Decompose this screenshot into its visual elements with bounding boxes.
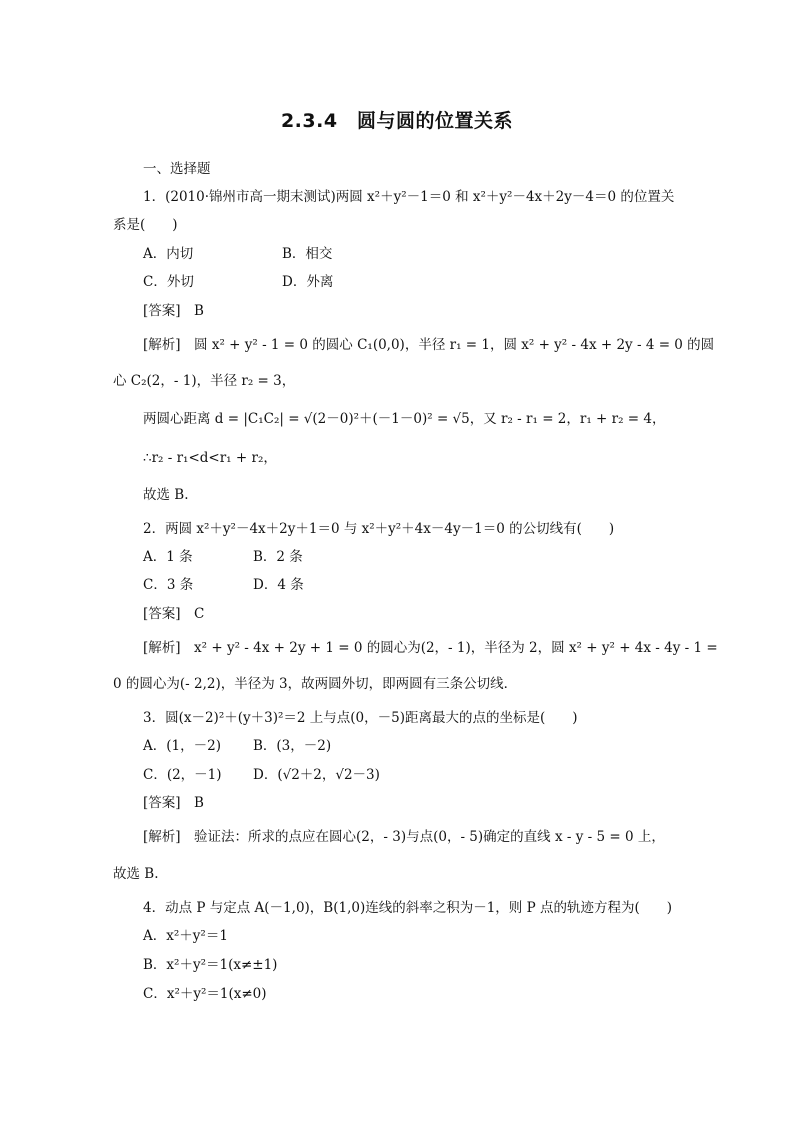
question-2-stem: 2．两圆 x²＋y²－4x＋2y＋1＝0 与 x²＋y²＋4x－4y－1＝0 的公切线有( ) [143,521,615,537]
q1-explanation-4: ∴r₂ - r₁<d<r₁ + r₂， [143,450,277,466]
q1-option-a: A．内切 [143,246,194,262]
q1-explanation-1: [解析] 圆 x² + y² - 1 = 0 的圆心 C₁(0,0)，半径 r₁ = 1，圆 x² + y² - 4x + 2y - 4 = 0 的圆 [143,337,715,353]
q1-answer: [答案] B [143,303,204,319]
q2-option-d: D．4 条 [253,577,304,593]
q4-option-b: B．x²＋y²＝1(x≠±1) [143,957,278,973]
question-3-stem: 3．圆(x－2)²＋(y＋3)²＝2 上与点(0，－5)距离最大的点的坐标是( ) [143,710,578,726]
q1-explanation-3: 两圆心距离 d = |C₁C₂| = √(2－0)²＋(－1－0)² = √5，又 r₂ - r₁ = 2，r₁ + r₂ = 4， [143,411,666,427]
q1-option-d: D．外离 [282,274,334,290]
q4-option-a: A．x²＋y²＝1 [143,928,228,944]
section-heading: 一、选择题 [143,161,211,177]
q4-option-c: C．x²＋y²＝1(x≠0) [143,986,267,1002]
question-1-stem-cont: 系是( ) [113,217,178,233]
q1-explanation-5: 故选 B. [143,487,189,503]
q3-option-d: D．(√2＋2，√2－3) [253,767,380,783]
q2-explanation-2: 0 的圆心为(- 2,2)，半径为 3，故两圆外切，即两圆有三条公切线． [113,676,518,692]
q1-explanation-2: 心 C₂(2，- 1)，半径 r₂ = 3， [113,373,296,389]
q3-option-a: A．(1，－2) [143,738,221,754]
q2-answer: [答案] C [143,606,205,622]
q3-option-c: C．(2，－1) [143,767,222,783]
q2-option-a: A．1 条 [143,549,193,565]
q3-option-b: B．(3，－2) [253,738,332,754]
document-title: 2.3.4 圆与圆的位置关系 [280,110,514,132]
q3-explanation-2: 故选 B. [113,866,159,882]
question-1-stem: 1．(2010·锦州市高一期末测试)两圆 x²＋y²－1＝0 和 x²＋y²－4x＋2y－4＝0 的位置关 [143,189,675,205]
q2-explanation-1: [解析] x² + y² - 4x + 2y + 1 = 0 的圆心为(2，- 1)，半径为 2，圆 x² + y² + 4x - 4y - 1 = [143,640,718,656]
q2-option-b: B．2 条 [253,549,303,565]
q2-option-c: C．3 条 [143,577,194,593]
q1-option-c: C．外切 [143,274,194,290]
q1-option-b: B．相交 [282,246,333,262]
question-4-stem: 4．动点 P 与定点 A(－1,0)，B(1,0)连线的斜率之积为－1，则 P 点的轨迹方程为( ) [143,900,673,916]
q3-answer: [答案] B [143,795,204,811]
q3-explanation-1: [解析] 验证法：所求的点应在圆心(2，- 3)与点(0，- 5)确定的直线 x - y - 5 = 0 上， [143,829,665,845]
